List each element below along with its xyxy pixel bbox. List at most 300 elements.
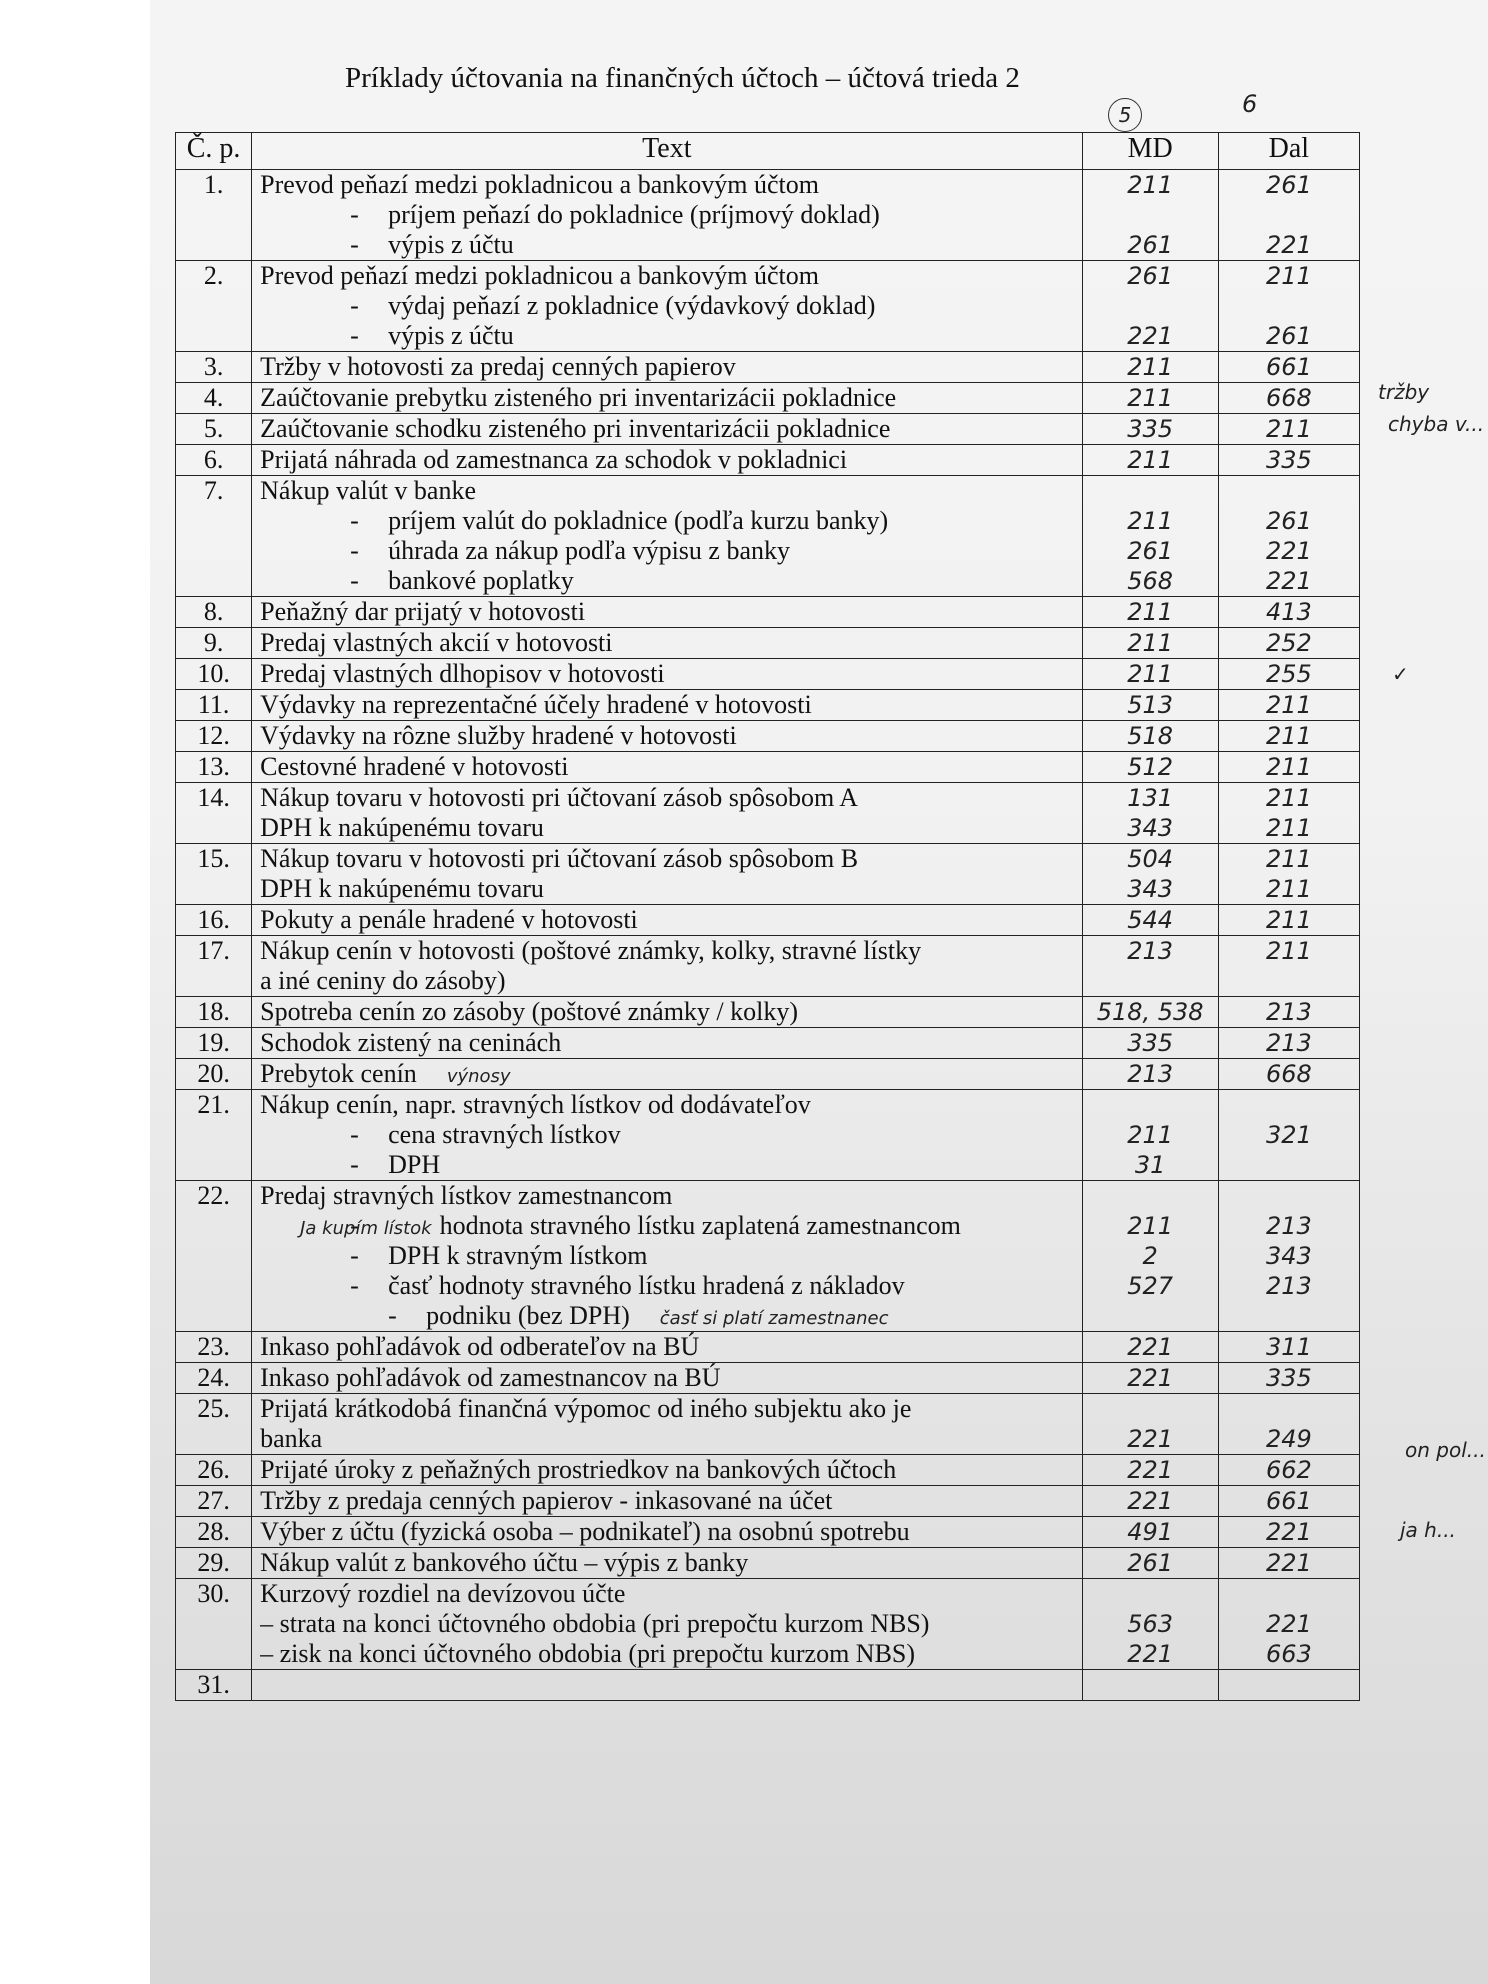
row-md	[1082, 1090, 1218, 1181]
handwritten-note: výnosy	[446, 1066, 511, 1087]
row-md	[1082, 414, 1218, 445]
row-md	[1082, 905, 1218, 936]
row-text-line	[260, 1639, 1081, 1669]
row-number	[176, 170, 252, 261]
row-number	[176, 752, 252, 783]
page-title: Príklady účtovania na finančných účtoch – účtová trieda 2	[345, 62, 1020, 94]
row-text-line	[260, 1120, 1081, 1150]
row-number-text: 17.	[197, 936, 230, 965]
row-number	[176, 1090, 252, 1181]
row-number-text: 1.	[203, 170, 224, 199]
row-dal	[1218, 997, 1359, 1028]
row-text	[252, 1455, 1082, 1486]
row-dal	[1218, 1394, 1359, 1455]
md-account: 513	[1127, 691, 1174, 719]
md-account	[1083, 966, 1218, 996]
row-text-line	[260, 1455, 1081, 1485]
row-md	[1082, 445, 1218, 476]
row-text-line	[260, 261, 1081, 291]
row-text-line	[260, 383, 1081, 413]
dal-account: 213	[1265, 1272, 1312, 1300]
row-text	[252, 414, 1082, 445]
header-no: Č. p.	[176, 133, 252, 170]
row-dal	[1218, 1090, 1359, 1181]
row-md	[1082, 170, 1218, 261]
row-text-line	[260, 200, 1081, 230]
row-number-text: 15.	[197, 844, 230, 873]
row-number-text: 16.	[197, 905, 230, 934]
md-account: 221	[1127, 1456, 1174, 1484]
row-text-line	[260, 1670, 1081, 1700]
table-row	[176, 1548, 1360, 1579]
row-number-text: 29.	[197, 1548, 230, 1577]
line-text: zisk na konci účtovného obdobia (pri prepočtu kurzom NBS)	[279, 1639, 916, 1668]
row-number-text: 21.	[197, 1090, 230, 1119]
md-account	[1083, 1090, 1218, 1120]
row-text-line	[260, 1090, 1081, 1120]
table-row	[176, 1517, 1360, 1548]
row-text-line	[260, 721, 1081, 751]
md-account: 211	[1127, 446, 1174, 474]
row-text-line	[260, 1150, 1081, 1180]
row-dal	[1218, 690, 1359, 721]
margin-note-check: ✓	[1392, 662, 1409, 686]
dal-account: 213	[1265, 998, 1312, 1026]
table-row	[176, 844, 1360, 905]
row-dal	[1218, 1670, 1359, 1701]
row-text	[252, 628, 1082, 659]
row-md	[1082, 383, 1218, 414]
row-text	[252, 1059, 1082, 1090]
row-number-text: 8.	[203, 597, 224, 626]
line-text: Výdavky na reprezentačné účely hradené v hotovosti	[260, 690, 812, 719]
row-number-text: 19.	[197, 1028, 230, 1057]
line-text: úhrada za nákup podľa výpisu z banky	[388, 536, 791, 565]
line-text: Zaúčtovanie prebytku zisteného pri inventarizácii pokladnice	[260, 383, 897, 412]
row-number-text: 26.	[197, 1455, 230, 1484]
row-md	[1082, 1548, 1218, 1579]
dal-account: 668	[1265, 384, 1312, 412]
row-md	[1082, 783, 1218, 844]
dal-account: 661	[1265, 1487, 1312, 1515]
dal-account: 311	[1265, 1333, 1312, 1361]
table-row	[176, 352, 1360, 383]
md-account	[1083, 1670, 1218, 1700]
md-account: 221	[1127, 1333, 1174, 1361]
dal-account	[1219, 200, 1359, 230]
row-dal	[1218, 1517, 1359, 1548]
dal-account: 413	[1265, 598, 1312, 626]
dal-account: 211	[1265, 691, 1312, 719]
line-text: výpis z účtu	[388, 230, 514, 259]
dal-account: 343	[1265, 1242, 1312, 1270]
row-text-line	[260, 659, 1081, 689]
dal-account: 335	[1265, 1364, 1312, 1392]
table-row	[176, 1455, 1360, 1486]
table-row	[176, 783, 1360, 844]
line-text: Nákup valút v banke	[260, 476, 477, 505]
line-text: Tržby z predaja cenných papierov - inkasované na účet	[260, 1486, 833, 1515]
table-row	[176, 1332, 1360, 1363]
row-text-line	[260, 1548, 1081, 1578]
row-text	[252, 1548, 1082, 1579]
row-dal	[1218, 383, 1359, 414]
row-number	[176, 261, 252, 352]
line-text: Nákup cenín, napr. stravných lístkov od dodávateľov	[260, 1090, 811, 1119]
row-text-line	[260, 690, 1081, 720]
dal-account: 261	[1265, 322, 1312, 350]
row-text	[252, 352, 1082, 383]
table-row	[176, 1059, 1360, 1090]
header-md: MD	[1082, 133, 1218, 170]
row-text	[252, 1363, 1082, 1394]
row-text-line	[260, 905, 1081, 935]
line-text: Nákup tovaru v hotovosti pri účtovaní zásob spôsobom A	[260, 783, 859, 812]
dal-account: 261	[1265, 171, 1312, 199]
table-row	[176, 1028, 1360, 1059]
row-dal	[1218, 783, 1359, 844]
row-number-text: 24.	[197, 1363, 230, 1392]
row-text	[252, 936, 1082, 997]
md-account	[1083, 1301, 1218, 1331]
row-md	[1082, 659, 1218, 690]
line-text: Predaj stravných lístkov zamestnancom	[260, 1181, 673, 1210]
line-text: cena stravných lístkov	[388, 1120, 621, 1149]
line-text: Nákup cenín v hotovosti (poštové známky, kolky, stravné lístky	[260, 936, 922, 965]
md-account: 261	[1127, 262, 1174, 290]
md-account: 518, 538	[1096, 998, 1204, 1026]
md-account: 335	[1127, 1029, 1174, 1057]
line-text: bankové poplatky	[388, 566, 574, 595]
line-text: DPH	[388, 1150, 441, 1179]
dal-account	[1219, 1579, 1359, 1609]
row-md	[1082, 721, 1218, 752]
line-text: Inkaso pohľadávok od odberateľov na BÚ	[260, 1332, 700, 1361]
table-header-row	[176, 133, 1360, 170]
row-number	[176, 1059, 252, 1090]
row-text	[252, 997, 1082, 1028]
row-dal	[1218, 844, 1359, 905]
row-md	[1082, 997, 1218, 1028]
row-text	[252, 1028, 1082, 1059]
row-dal	[1218, 752, 1359, 783]
row-dal	[1218, 1548, 1359, 1579]
row-text-line	[260, 445, 1081, 475]
md-account: 504	[1127, 845, 1174, 873]
row-md	[1082, 1455, 1218, 1486]
row-text	[252, 783, 1082, 844]
md-account	[1083, 291, 1218, 321]
row-text-line	[260, 1517, 1081, 1547]
md-account: 563	[1127, 1610, 1174, 1638]
header-text: Text	[252, 133, 1082, 170]
row-text	[252, 905, 1082, 936]
row-dal	[1218, 628, 1359, 659]
row-number-text: 28.	[197, 1517, 230, 1546]
row-number	[176, 997, 252, 1028]
row-text-line	[260, 1486, 1081, 1516]
row-md	[1082, 690, 1218, 721]
line-text: časť hodnoty stravného lístku hradená z nákladov	[388, 1271, 905, 1300]
row-text-line	[260, 1363, 1081, 1393]
dal-account: 211	[1265, 906, 1312, 934]
row-text-line	[260, 506, 1081, 536]
table-row	[176, 383, 1360, 414]
row-text-line	[260, 597, 1081, 627]
dal-account: 213	[1265, 1029, 1312, 1057]
md-account: 213	[1127, 937, 1174, 965]
table-row	[176, 936, 1360, 997]
dal-account: 668	[1265, 1060, 1312, 1088]
row-number	[176, 1486, 252, 1517]
row-md	[1082, 628, 1218, 659]
row-text-line	[260, 997, 1081, 1027]
row-number-text: 25.	[197, 1394, 230, 1423]
row-number-text: 27.	[197, 1486, 230, 1515]
row-number	[176, 445, 252, 476]
table-row	[176, 597, 1360, 628]
row-text-line	[260, 1241, 1081, 1271]
row-text	[252, 170, 1082, 261]
line-text: banka	[260, 1424, 323, 1453]
row-dal	[1218, 905, 1359, 936]
dal-account: 335	[1265, 446, 1312, 474]
row-text-line	[260, 783, 1081, 813]
md-account: 544	[1127, 906, 1174, 934]
md-account: 343	[1127, 814, 1174, 842]
row-text-line	[260, 230, 1081, 260]
dal-account: 213	[1265, 1212, 1312, 1240]
row-md	[1082, 1363, 1218, 1394]
dal-account: 211	[1265, 784, 1312, 812]
row-text-line	[260, 291, 1081, 321]
row-number-text: 18.	[197, 997, 230, 1026]
row-md	[1082, 936, 1218, 997]
row-number	[176, 690, 252, 721]
row-text-line	[260, 1181, 1081, 1211]
row-number	[176, 1670, 252, 1701]
table-row	[176, 445, 1360, 476]
row-number-text: 20.	[197, 1059, 230, 1088]
dal-account	[1219, 1090, 1359, 1120]
row-number	[176, 414, 252, 445]
row-dal	[1218, 721, 1359, 752]
margin-note-on-pol: on pol...	[1405, 1438, 1486, 1462]
row-number	[176, 1579, 252, 1670]
row-text-line	[260, 1211, 1081, 1241]
dal-account: 663	[1265, 1640, 1312, 1668]
margin-note-ja-h: ja h...	[1400, 1518, 1456, 1542]
row-number-text: 10.	[197, 659, 230, 688]
md-account: 512	[1127, 753, 1174, 781]
md-account: 527	[1127, 1272, 1174, 1300]
row-dal	[1218, 936, 1359, 997]
line-text: Spotreba cenín zo zásoby (poštové známky / kolky)	[260, 997, 799, 1026]
md-account: 261	[1127, 537, 1174, 565]
dal-account: 661	[1265, 353, 1312, 381]
line-text: podniku (bez DPH)	[426, 1301, 630, 1330]
dal-account	[1219, 1670, 1359, 1700]
row-md	[1082, 1394, 1218, 1455]
table-row	[176, 721, 1360, 752]
dal-annotation: 6	[1242, 90, 1258, 118]
row-text-line	[260, 874, 1081, 904]
md-account: 211	[1127, 598, 1174, 626]
accounting-table	[175, 132, 1360, 1701]
row-text	[252, 597, 1082, 628]
dal-account: 211	[1265, 415, 1312, 443]
line-text: Predaj vlastných akcií v hotovosti	[260, 628, 613, 657]
row-md	[1082, 1486, 1218, 1517]
row-md	[1082, 352, 1218, 383]
md-account: 518	[1127, 722, 1174, 750]
row-dal	[1218, 1059, 1359, 1090]
line-text: Kurzový rozdiel na devízovou účte	[260, 1579, 626, 1608]
line-text: Výber z účtu (fyzická osoba – podnikateľ) na osobnú spotrebu	[260, 1517, 910, 1546]
row-number	[176, 1028, 252, 1059]
table-row	[176, 1181, 1360, 1332]
row-number	[176, 597, 252, 628]
line-text: výdaj peňazí z pokladnice (výdavkový doklad)	[388, 291, 876, 320]
md-account: 221	[1127, 1425, 1174, 1453]
md-account	[1083, 1181, 1218, 1211]
dal-account: 662	[1265, 1456, 1312, 1484]
md-account: 261	[1127, 1549, 1174, 1577]
row-text	[252, 752, 1082, 783]
line-text: Predaj vlastných dlhopisov v hotovosti	[260, 659, 665, 688]
line-text: Zaúčtovanie schodku zisteného pri inventarizácii pokladnice	[260, 414, 891, 443]
row-dal	[1218, 597, 1359, 628]
dal-account	[1219, 1394, 1359, 1424]
row-number	[176, 383, 252, 414]
dal-account: 221	[1265, 1518, 1312, 1546]
table-row	[176, 690, 1360, 721]
row-text-line	[260, 414, 1081, 444]
row-md	[1082, 1181, 1218, 1332]
row-md	[1082, 1579, 1218, 1670]
margin-note-trzby: tržby	[1378, 380, 1430, 404]
row-text-line	[260, 170, 1081, 200]
md-account: 211	[1127, 353, 1174, 381]
md-account: 31	[1134, 1151, 1166, 1179]
line-text: Peňažný dar prijatý v hotovosti	[260, 597, 586, 626]
line-text: Prevod peňazí medzi pokladnicou a bankovým účtom	[260, 170, 819, 199]
line-text: výpis z účtu	[388, 321, 514, 350]
row-dal	[1218, 1181, 1359, 1332]
row-dal	[1218, 659, 1359, 690]
dal-account: 221	[1265, 1610, 1312, 1638]
row-number	[176, 1394, 252, 1455]
md-account	[1083, 1394, 1218, 1424]
row-text-line	[260, 352, 1081, 382]
header-dal: Dal	[1218, 133, 1359, 170]
line-text: hodnota stravného lístku zaplatená zamestnancom	[439, 1211, 961, 1240]
row-dal	[1218, 445, 1359, 476]
row-number	[176, 1548, 252, 1579]
row-number	[176, 1332, 252, 1363]
md-account: 211	[1127, 1212, 1174, 1240]
row-text	[252, 1579, 1082, 1670]
md-account: 568	[1127, 567, 1174, 595]
table-row	[176, 1579, 1360, 1670]
row-text	[252, 383, 1082, 414]
row-dal	[1218, 476, 1359, 597]
row-md	[1082, 1028, 1218, 1059]
row-text-line	[260, 1332, 1081, 1362]
md-account: 221	[1127, 1640, 1174, 1668]
row-number-text: 7.	[203, 476, 224, 505]
dal-account: 221	[1265, 231, 1312, 259]
row-number-text: 12.	[197, 721, 230, 750]
row-text-line	[260, 1394, 1081, 1424]
row-number	[176, 352, 252, 383]
dal-account: 211	[1265, 814, 1312, 842]
row-text	[252, 445, 1082, 476]
row-md	[1082, 1059, 1218, 1090]
table-row	[176, 1486, 1360, 1517]
table-row	[176, 1090, 1360, 1181]
row-text-line	[260, 844, 1081, 874]
dal-account: 255	[1265, 660, 1312, 688]
table-row	[176, 752, 1360, 783]
row-md	[1082, 752, 1218, 783]
line-text: príjem peňazí do pokladnice (príjmový doklad)	[388, 200, 880, 229]
row-number-text: 6.	[203, 445, 224, 474]
line-text: príjem valút do pokladnice (podľa kurzu banky)	[388, 506, 889, 535]
line-text: Pokuty a penále hradené v hotovosti	[260, 905, 638, 934]
row-text-line	[260, 476, 1081, 506]
row-dal	[1218, 170, 1359, 261]
row-text	[252, 659, 1082, 690]
row-text-line	[260, 321, 1081, 351]
row-number	[176, 659, 252, 690]
line-text: Inkaso pohľadávok od zamestnancov na BÚ	[260, 1363, 721, 1392]
dal-account: 211	[1265, 753, 1312, 781]
row-number-text: 14.	[197, 783, 230, 812]
md-account: 335	[1127, 415, 1174, 443]
dal-account: 221	[1265, 537, 1312, 565]
md-account: 221	[1127, 322, 1174, 350]
row-text-line	[260, 1028, 1081, 1058]
row-text-line	[260, 966, 1081, 996]
row-text-line	[260, 1424, 1081, 1454]
md-account: 261	[1127, 231, 1174, 259]
line-text: Prijaté úroky z peňažných prostriedkov na bankových účtoch	[260, 1455, 897, 1484]
dal-account: 211	[1265, 845, 1312, 873]
md-account: 211	[1127, 629, 1174, 657]
dal-account: 261	[1265, 507, 1312, 535]
row-md	[1082, 1670, 1218, 1701]
dal-account: 211	[1265, 937, 1312, 965]
dal-account: 321	[1265, 1121, 1312, 1149]
dal-account: 211	[1265, 875, 1312, 903]
dal-account: 221	[1265, 1549, 1312, 1577]
md-account	[1083, 1579, 1218, 1609]
row-text-line	[260, 536, 1081, 566]
row-text	[252, 690, 1082, 721]
md-account: 221	[1127, 1364, 1174, 1392]
row-md	[1082, 844, 1218, 905]
row-text	[252, 1090, 1082, 1181]
handwritten-note: časť si platí zamestnanec	[659, 1308, 889, 1329]
md-account: 211	[1127, 507, 1174, 535]
line-text: Nákup valút z bankového účtu – výpis z banky	[260, 1548, 749, 1577]
row-text	[252, 261, 1082, 352]
table-row	[176, 414, 1360, 445]
dal-account: 211	[1265, 262, 1312, 290]
row-dal	[1218, 1579, 1359, 1670]
row-text	[252, 1670, 1082, 1701]
